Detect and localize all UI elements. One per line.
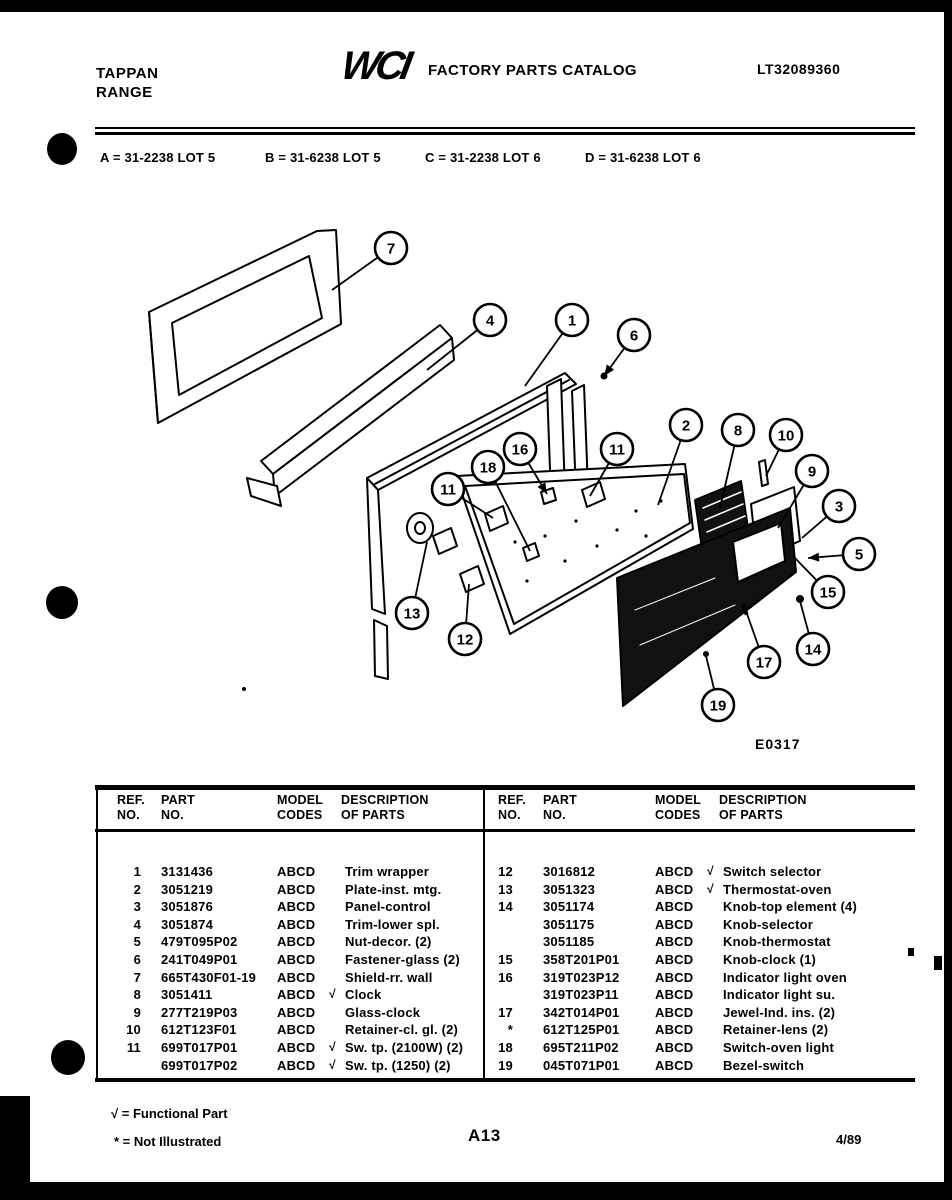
model-codes: ABCD [655, 881, 694, 897]
svg-text:16: 16 [511, 441, 529, 459]
page-number: A13 [468, 1126, 501, 1145]
part-number: 3051175 [543, 916, 595, 932]
part-description: Bezel-switch [723, 1057, 805, 1073]
svg-text:17: 17 [755, 654, 773, 672]
legend-model-d: D = 31-6238 LOT 6 [585, 150, 701, 165]
col-header-model-right: MODEL CODES [655, 793, 702, 822]
scan-corner-block [0, 1096, 30, 1186]
figure-code: E0317 [755, 736, 801, 752]
functional-check [707, 1040, 721, 1058]
callout-12 [449, 584, 481, 655]
part-ref-no: 6 [133, 951, 141, 967]
brand-block [96, 64, 158, 102]
functional-check [329, 917, 343, 935]
part-ref-no: 12 [498, 864, 513, 879]
part-description: Knob-selector [723, 916, 814, 932]
part-number: 3051219 [161, 881, 214, 897]
svg-text:1: 1 [567, 312, 577, 330]
svg-text:12: 12 [456, 631, 474, 649]
model-codes: ABCD [277, 881, 316, 897]
functional-check [707, 952, 721, 970]
callout-17 [746, 611, 780, 678]
functional-check [707, 987, 721, 1005]
part-thermostat-knob [407, 513, 457, 554]
part-number: 665T430F01-19 [161, 969, 257, 985]
part-number: 342T014P01 [543, 1004, 620, 1020]
footnote-not-illustrated: * = Not Illustrated [114, 1134, 222, 1149]
functional-check [329, 1005, 343, 1023]
callout-19 [702, 656, 734, 721]
svg-text:14: 14 [804, 641, 822, 659]
part-description: Switch selector [723, 864, 822, 879]
punch-hole-top [47, 133, 77, 165]
col-header-ref-right: REF. NO. [498, 793, 526, 822]
part-number: 699T017P02 [161, 1057, 238, 1073]
model-codes: ABCD [655, 987, 694, 1003]
model-codes: ABCD [655, 951, 694, 967]
model-codes: ABCD [655, 1057, 694, 1073]
functional-check: √ [329, 987, 336, 1002]
model-codes: ABCD [277, 951, 316, 967]
legend-model-b: B = 31-6238 LOT 5 [265, 150, 381, 165]
functional-check [707, 1058, 721, 1076]
callout-7 [332, 232, 407, 290]
col-header-part-left: PART NO. [161, 793, 195, 822]
part-description: Knob-thermostat [723, 934, 831, 950]
callout-13 [396, 542, 428, 629]
punch-hole-middle [46, 586, 78, 619]
svg-text:18: 18 [479, 459, 497, 477]
table-header-rule [95, 829, 915, 832]
exploded-view-diagram [95, 190, 945, 770]
part-ref-no: 5 [133, 934, 141, 950]
scan-right-edge [944, 8, 952, 1200]
brand-line-1: TAPPAN [96, 65, 159, 82]
model-codes: ABCD [277, 1057, 316, 1073]
part-ref-no: 9 [133, 1004, 141, 1020]
part-description: Indicator light su. [723, 987, 836, 1003]
functional-check [329, 882, 343, 900]
part-ref-no: 2 [133, 881, 141, 897]
part-number: 319T023P11 [543, 987, 619, 1003]
part-shield-rr-wall [149, 230, 341, 423]
part-number: 3016812 [543, 864, 596, 879]
table-border-top [95, 785, 915, 790]
part-description: Nut-decor. (2) [345, 934, 432, 950]
part-ref-no [497, 934, 513, 952]
part-description: Trim-lower spl. [345, 916, 440, 932]
functional-check [707, 1022, 721, 1040]
part-number: 3051323 [543, 881, 596, 897]
part-number: 3131436 [161, 864, 214, 879]
part-ref-no: 3 [133, 899, 141, 915]
functional-check: √ [707, 881, 714, 896]
scan-bottom-bar [0, 1182, 952, 1200]
part-description: Trim wrapper [345, 864, 430, 879]
functional-check [707, 934, 721, 952]
col-header-desc-right: DESCRIPTION OF PARTS [719, 793, 807, 822]
functional-check [707, 1005, 721, 1023]
part-description: Retainer-cl. gl. (2) [345, 1022, 459, 1038]
part-description: Jewel-Ind. ins. (2) [723, 1004, 836, 1020]
svg-text:3: 3 [834, 498, 844, 516]
model-codes: ABCD [277, 916, 316, 932]
part-ref-no: 7 [133, 969, 141, 985]
parts-table-right [497, 864, 915, 1075]
model-codes: ABCD [277, 1022, 316, 1038]
col-header-part-right: PART NO. [543, 793, 577, 822]
part-number: 479T095P02 [161, 934, 238, 950]
callout-3 [802, 490, 855, 538]
svg-text:13: 13 [403, 605, 421, 623]
part-ref-no: 16 [498, 969, 513, 985]
functional-check [329, 899, 343, 917]
exploded-view-drawing [95, 190, 945, 770]
svg-text:15: 15 [819, 584, 837, 602]
part-number: 612T123F01 [161, 1022, 237, 1038]
col-header-model-left: MODEL CODES [277, 793, 324, 822]
svg-text:7: 7 [386, 240, 396, 258]
part-number: 045T071P01 [543, 1057, 620, 1073]
brand-line-2: RANGE [96, 84, 153, 101]
part-number: 699T017P01 [161, 1039, 238, 1055]
part-switch-selector [460, 566, 484, 592]
catalog-title: FACTORY PARTS CATALOG [428, 62, 637, 79]
punch-hole-bottom [51, 1040, 85, 1075]
part-description: Clock [345, 987, 382, 1003]
part-number: 277T219P03 [161, 1004, 238, 1020]
model-codes: ABCD [655, 934, 694, 950]
model-codes: ABCD [655, 916, 694, 932]
part-description: Fastener-glass (2) [345, 951, 460, 967]
model-codes: ABCD [277, 1004, 316, 1020]
part-ref-no: 1 [133, 864, 141, 879]
part-number: 612T125P01 [543, 1022, 620, 1038]
part-ref-no: 11 [126, 1039, 141, 1055]
model-codes: ABCD [277, 864, 316, 879]
svg-text:5: 5 [854, 546, 864, 564]
footnote-functional: √ = Functional Part [111, 1106, 228, 1121]
table-divider [483, 785, 485, 1082]
part-ref-no: * [507, 1022, 513, 1038]
model-codes: ABCD [655, 1039, 694, 1055]
legend-model-c: C = 31-2238 LOT 6 [425, 150, 541, 165]
part-number: 241T049P01 [161, 951, 238, 967]
part-description: Glass-clock [345, 1004, 421, 1020]
svg-text:2: 2 [681, 417, 691, 435]
svg-text:9: 9 [807, 463, 817, 481]
part-ref-no [497, 917, 513, 935]
functional-check [329, 934, 343, 952]
part-ref-no: 4 [133, 916, 141, 932]
svg-text:4: 4 [485, 312, 495, 330]
part-ref-no [497, 987, 513, 1005]
model-codes: ABCD [655, 1022, 694, 1038]
col-header-desc-left: DESCRIPTION OF PARTS [341, 793, 429, 822]
scan-top-bar [0, 0, 952, 12]
part-description: Knob-top element (4) [723, 899, 857, 915]
functional-check: √ [329, 1057, 336, 1072]
part-number: 3051411 [161, 987, 213, 1003]
parts-table-left [97, 864, 483, 1075]
part-description: Shield-rr. wall [345, 969, 433, 985]
functional-check [707, 970, 721, 988]
part-number: 3051185 [543, 934, 595, 950]
table-border-bottom [95, 1078, 915, 1082]
part-ref-no: 10 [126, 1022, 141, 1038]
part-description: Thermostat-oven [723, 881, 832, 897]
svg-text:6: 6 [629, 327, 639, 345]
col-header-ref-left: REF. NO. [117, 793, 145, 822]
model-codes: ABCD [655, 969, 694, 985]
part-number: 695T211P02 [543, 1039, 619, 1055]
functional-check: √ [707, 864, 714, 878]
svg-text:8: 8 [733, 422, 743, 440]
model-codes: ABCD [655, 899, 694, 915]
part-number: 319T023P12 [543, 969, 620, 985]
model-codes: ABCD [655, 1004, 694, 1020]
functional-check [707, 899, 721, 917]
model-codes: ABCD [655, 864, 694, 879]
model-codes: ABCD [277, 1039, 316, 1055]
svg-text:19: 19 [709, 697, 727, 715]
date-code: 4/89 [836, 1132, 862, 1147]
functional-check [329, 1022, 343, 1040]
functional-check [329, 970, 343, 988]
part-description: Knob-clock (1) [723, 951, 817, 967]
functional-check [329, 952, 343, 970]
doc-number: LT32089360 [757, 61, 841, 77]
part-number: 3051174 [543, 899, 595, 915]
model-codes: ABCD [277, 969, 316, 985]
legend-model-a: A = 31-2238 LOT 5 [100, 150, 216, 165]
part-description: Plate-inst. mtg. [345, 881, 442, 897]
part-description: Sw. tp. (2100W) (2) [345, 1039, 464, 1055]
callout-6 [604, 319, 650, 376]
model-codes: ABCD [277, 934, 316, 950]
part-ref-no: 17 [498, 1004, 513, 1020]
svg-text:11: 11 [440, 481, 456, 499]
callout-1 [525, 304, 588, 386]
part-description: Panel-control [345, 899, 431, 915]
callout-14 [797, 601, 829, 665]
model-codes: ABCD [277, 899, 316, 915]
part-ref-no: 13 [498, 881, 513, 897]
part-ref-no: 15 [498, 951, 513, 967]
part-ref-no: 19 [498, 1057, 513, 1073]
functional-check [707, 917, 721, 935]
part-description: Indicator light oven [723, 969, 847, 985]
svg-text:11: 11 [609, 441, 625, 459]
part-description: Retainer-lens (2) [723, 1022, 829, 1038]
functional-check [329, 864, 343, 882]
model-codes: ABCD [277, 987, 316, 1003]
callout-5 [808, 538, 875, 570]
part-number: 3051876 [161, 899, 214, 915]
part-number: 358T201P01 [543, 951, 620, 967]
part-description: Switch-oven light [723, 1039, 835, 1055]
part-description: Sw. tp. (1250) (2) [345, 1057, 451, 1073]
header-rule [95, 127, 915, 135]
functional-check: √ [329, 1039, 336, 1054]
wci-logo: WCI [338, 44, 412, 88]
part-ref-no: 18 [498, 1039, 513, 1055]
part-number: 3051874 [161, 916, 214, 932]
part-ref-no: 14 [498, 899, 513, 915]
scan-speck [934, 956, 942, 970]
part-ref-no: 8 [133, 987, 141, 1003]
part-ref-no [97, 1058, 141, 1076]
svg-text:10: 10 [777, 427, 795, 445]
